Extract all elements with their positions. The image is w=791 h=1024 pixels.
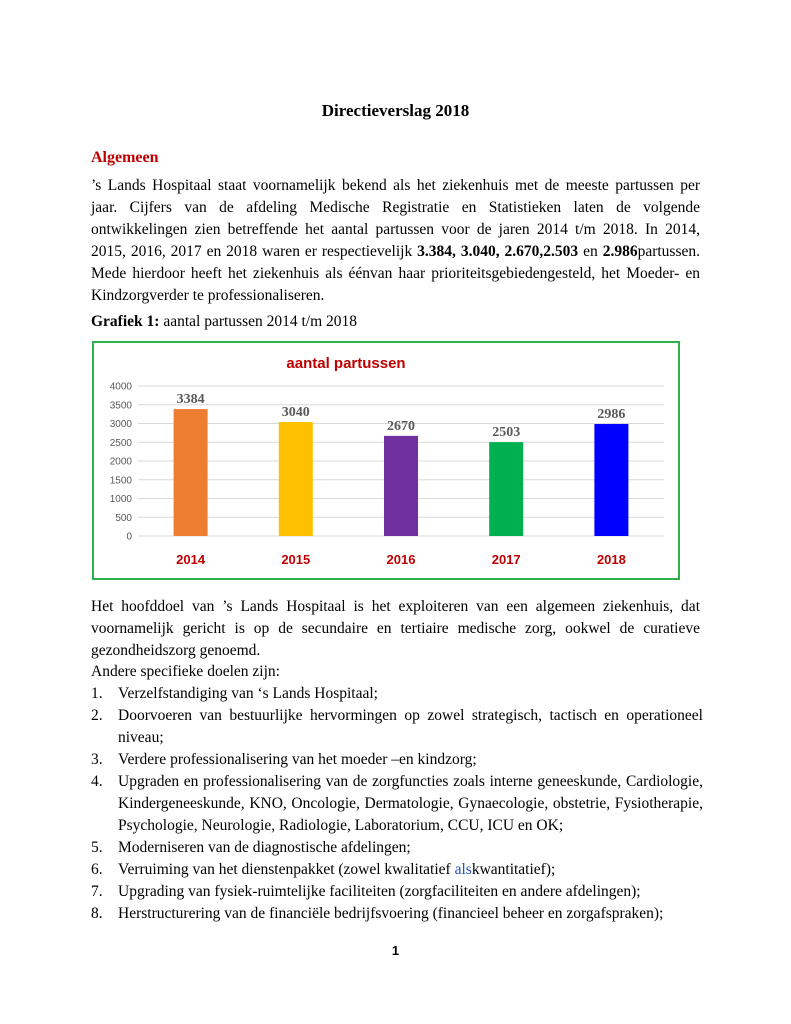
page-title: Directieverslag 2018 xyxy=(321,101,470,120)
intro-line: ontwikkelingen zien betreffende het aantal partussen voor de jaren 2014 t/m 2018. In 2014, xyxy=(91,221,700,238)
y-tick-label: 1500 xyxy=(109,475,132,487)
list-text: Verdere professionalisering van het moeder –en kindzorg; xyxy=(118,751,477,768)
list-text: Upgraden en professionalisering van de zorgfuncties zoals interne geneeskunde, Cardiologie, xyxy=(118,773,703,790)
goal-line: voornamelijk gericht is op de secundaire en tertiaire medische zorg, ookwel de curatieve xyxy=(91,620,700,637)
data-label: 2986 xyxy=(597,407,626,423)
x-tick-label: 2018 xyxy=(596,552,626,567)
bar xyxy=(489,442,523,536)
list-number: 6. xyxy=(91,861,103,878)
list-item xyxy=(91,837,703,859)
bar xyxy=(594,424,628,536)
list-text xyxy=(118,859,703,881)
y-tick-label: 3500 xyxy=(109,400,132,412)
list-item xyxy=(91,881,703,903)
list-text: Herstructurering van de financiële bedrijfsvoering (financieel beheer en zorgafspraken); xyxy=(118,905,664,922)
chart-caption xyxy=(91,313,357,331)
list-item xyxy=(91,749,703,771)
intro-paragraph xyxy=(91,175,700,307)
y-tick-label: 4000 xyxy=(109,381,132,393)
intro-last-number: 2.986 xyxy=(602,243,638,260)
list-text-highlight: als xyxy=(454,861,472,878)
data-label: 2670 xyxy=(387,418,415,434)
list-text: niveau; xyxy=(118,729,164,746)
x-tick-label: 2014 xyxy=(176,552,206,567)
intro-and: en xyxy=(578,243,603,260)
goals-list xyxy=(91,683,703,925)
intro-line: ’s Lands Hospitaal staat voornamelijk bekend als het ziekenhuis met de meeste partussen per xyxy=(91,177,700,194)
list-text: Doorvoeren van bestuurlijke hervormingen op zowel strategisch, tactisch en operationeel xyxy=(118,707,703,724)
list-number: 2. xyxy=(91,707,103,724)
list-text: Verzelfstandiging van ‘s Lands Hospitaal; xyxy=(118,685,378,702)
list-number: 3. xyxy=(91,751,103,768)
bar xyxy=(279,422,313,536)
goal-line: Het hoofddoel van ’s Lands Hospitaal is het exploiteren van een algemeen ziekenhuis, dat xyxy=(91,598,700,615)
intro-line: Kindzorgverder te professionaliseren. xyxy=(91,287,325,304)
goal-paragraph xyxy=(91,596,700,662)
y-tick-label: 2500 xyxy=(109,437,132,449)
list-number: 1. xyxy=(91,685,103,702)
intro-line-numbers xyxy=(91,241,700,263)
bar xyxy=(384,436,418,536)
list-text: Upgrading van fysiek-ruimtelijke faciliteiten (zorgfaciliteiten en andere afdelingen); xyxy=(118,883,641,900)
list-number: 8. xyxy=(91,905,103,922)
list-text: Kindergeneeskunde, KNO, Oncologie, Dermatologie, Gynaecologie, obstetrie, Fysiotherapie, xyxy=(118,795,703,812)
list-text-post: kwantitatief); xyxy=(471,861,556,878)
list-number: 4. xyxy=(91,773,103,790)
list-item xyxy=(91,859,703,881)
bar-chart xyxy=(94,343,678,578)
list-number: 7. xyxy=(91,883,103,900)
data-label: 3040 xyxy=(281,405,310,420)
intro-text: 2015, 2016, 2017 en 2018 waren er respectievelijk xyxy=(91,243,418,260)
data-label: 3384 xyxy=(176,392,205,408)
x-tick-label: 2016 xyxy=(386,552,416,567)
y-tick-label: 2000 xyxy=(109,456,132,468)
x-tick-label: 2017 xyxy=(491,552,521,567)
list-item xyxy=(91,771,703,837)
list-item xyxy=(91,705,703,749)
y-tick-label: 1000 xyxy=(109,494,132,505)
list-number: 5. xyxy=(91,839,103,856)
y-tick-label: 0 xyxy=(126,531,132,543)
intro-line: jaar. Cijfers van de afdeling Medische Registratie en Statistieken laten de volgende xyxy=(91,199,700,216)
bar-chart-frame xyxy=(92,341,680,580)
y-tick-label: 3000 xyxy=(109,419,132,430)
caption-text: aantal partussen 2014 t/m 2018 xyxy=(159,313,358,330)
x-tick-label: 2015 xyxy=(281,552,311,567)
intro-text-end: partussen. xyxy=(637,243,700,260)
list-item xyxy=(91,683,703,705)
chart-title: aantal partussen xyxy=(286,355,406,372)
caption-label: Grafiek 1: xyxy=(91,313,160,330)
section-heading: Algemeen xyxy=(91,149,159,166)
page-number: 1 xyxy=(391,943,400,958)
list-item xyxy=(91,903,703,925)
y-tick-label: 500 xyxy=(115,512,132,524)
intro-bold-numbers: 3.384, 3.040, 2.670,2.503 xyxy=(417,243,579,260)
list-text: Psychologie, Neurologie, Radiologie, Laboratorium, CCU, ICU en OK; xyxy=(118,817,564,834)
list-text-pre: Verruiming van het dienstenpakket (zowel kwalitatief xyxy=(118,861,455,878)
list-intro: Andere specifieke doelen zijn: xyxy=(91,663,280,680)
intro-line: Mede hierdoor heeft het ziekenhuis als éénvan haar prioriteitsgebiedengesteld, het Moeder- en xyxy=(91,265,700,282)
goal-line: gezondheidszorg genoemd. xyxy=(91,642,261,659)
bar xyxy=(174,409,208,536)
list-text: Moderniseren van de diagnostische afdelingen; xyxy=(118,839,411,856)
data-label: 2503 xyxy=(492,425,521,441)
